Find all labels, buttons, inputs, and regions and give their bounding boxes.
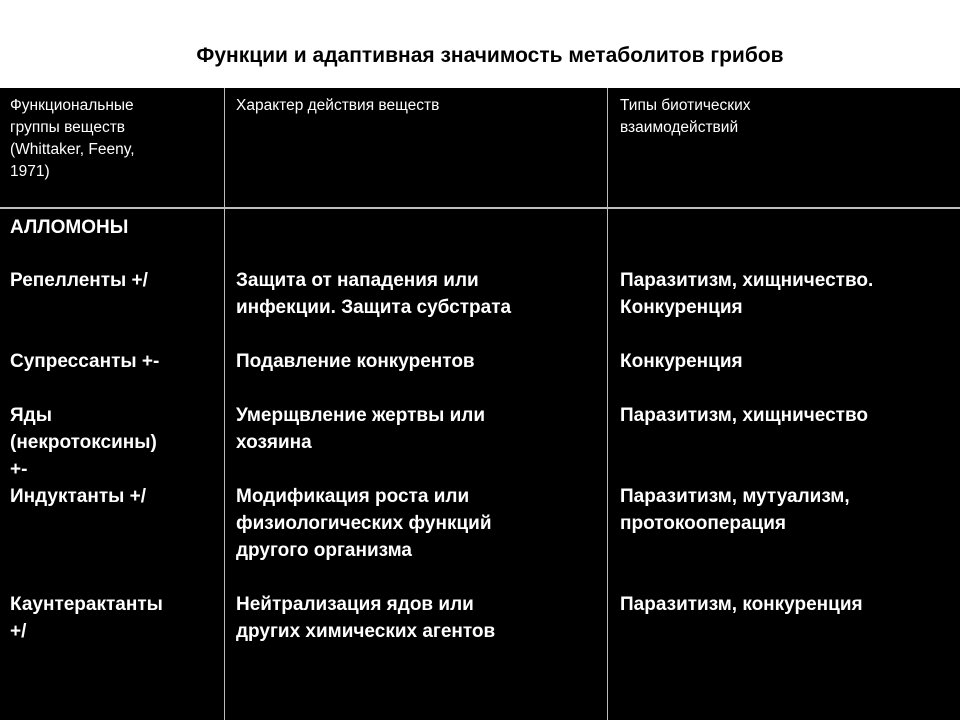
- page-title: Функции и адаптивная значимость метаболитов грибов: [196, 44, 784, 67]
- row-poisons-interactions: Паразитизм, хищничество: [620, 405, 869, 426]
- header-divider: [0, 207, 960, 209]
- row-repellents-action: Защита от нападения или инфекции. Защита субстрата: [236, 270, 512, 318]
- row-counteractants-interactions: Паразитизм, конкуренция: [620, 594, 863, 615]
- row-inductants-name: Индуктанты +/: [10, 486, 147, 507]
- row-repellents-interactions: Паразитизм, хищничество. Конкуренция: [620, 270, 874, 318]
- row-poisons-action: Умерщвление жертвы или хозяина: [236, 405, 486, 453]
- header-functional-groups: Функциональные группы веществ (Whittaker, Feeny, 1971): [10, 97, 135, 180]
- row-inductants-interactions: Паразитизм, мутуализм, протокооперация: [620, 486, 850, 534]
- row-counteractants-name: Каунтерактанты +/: [10, 594, 163, 642]
- row-suppressants-interactions: Конкуренция: [620, 351, 743, 372]
- header-interaction-types: Типы биотических взаимодействий: [620, 97, 751, 136]
- row-repellents-name: Репелленты +/: [10, 270, 148, 291]
- column-divider: [607, 88, 608, 720]
- row-counteractants-action: Нейтрализация ядов или других химических агентов: [236, 594, 496, 642]
- metabolites-table: [0, 88, 960, 720]
- header-action-character: Характер действия веществ: [236, 97, 440, 114]
- group-label-allomones: АЛЛОМОНЫ: [10, 217, 129, 238]
- row-suppressants-action: Подавление конкурентов: [236, 351, 475, 372]
- column-divider: [224, 88, 225, 720]
- row-suppressants-name: Супрессанты +-: [10, 351, 160, 372]
- row-inductants-action: Модификация роста или физиологических функций другого организма: [236, 486, 492, 561]
- row-poisons-name: Яды (некротоксины) +-: [10, 405, 157, 480]
